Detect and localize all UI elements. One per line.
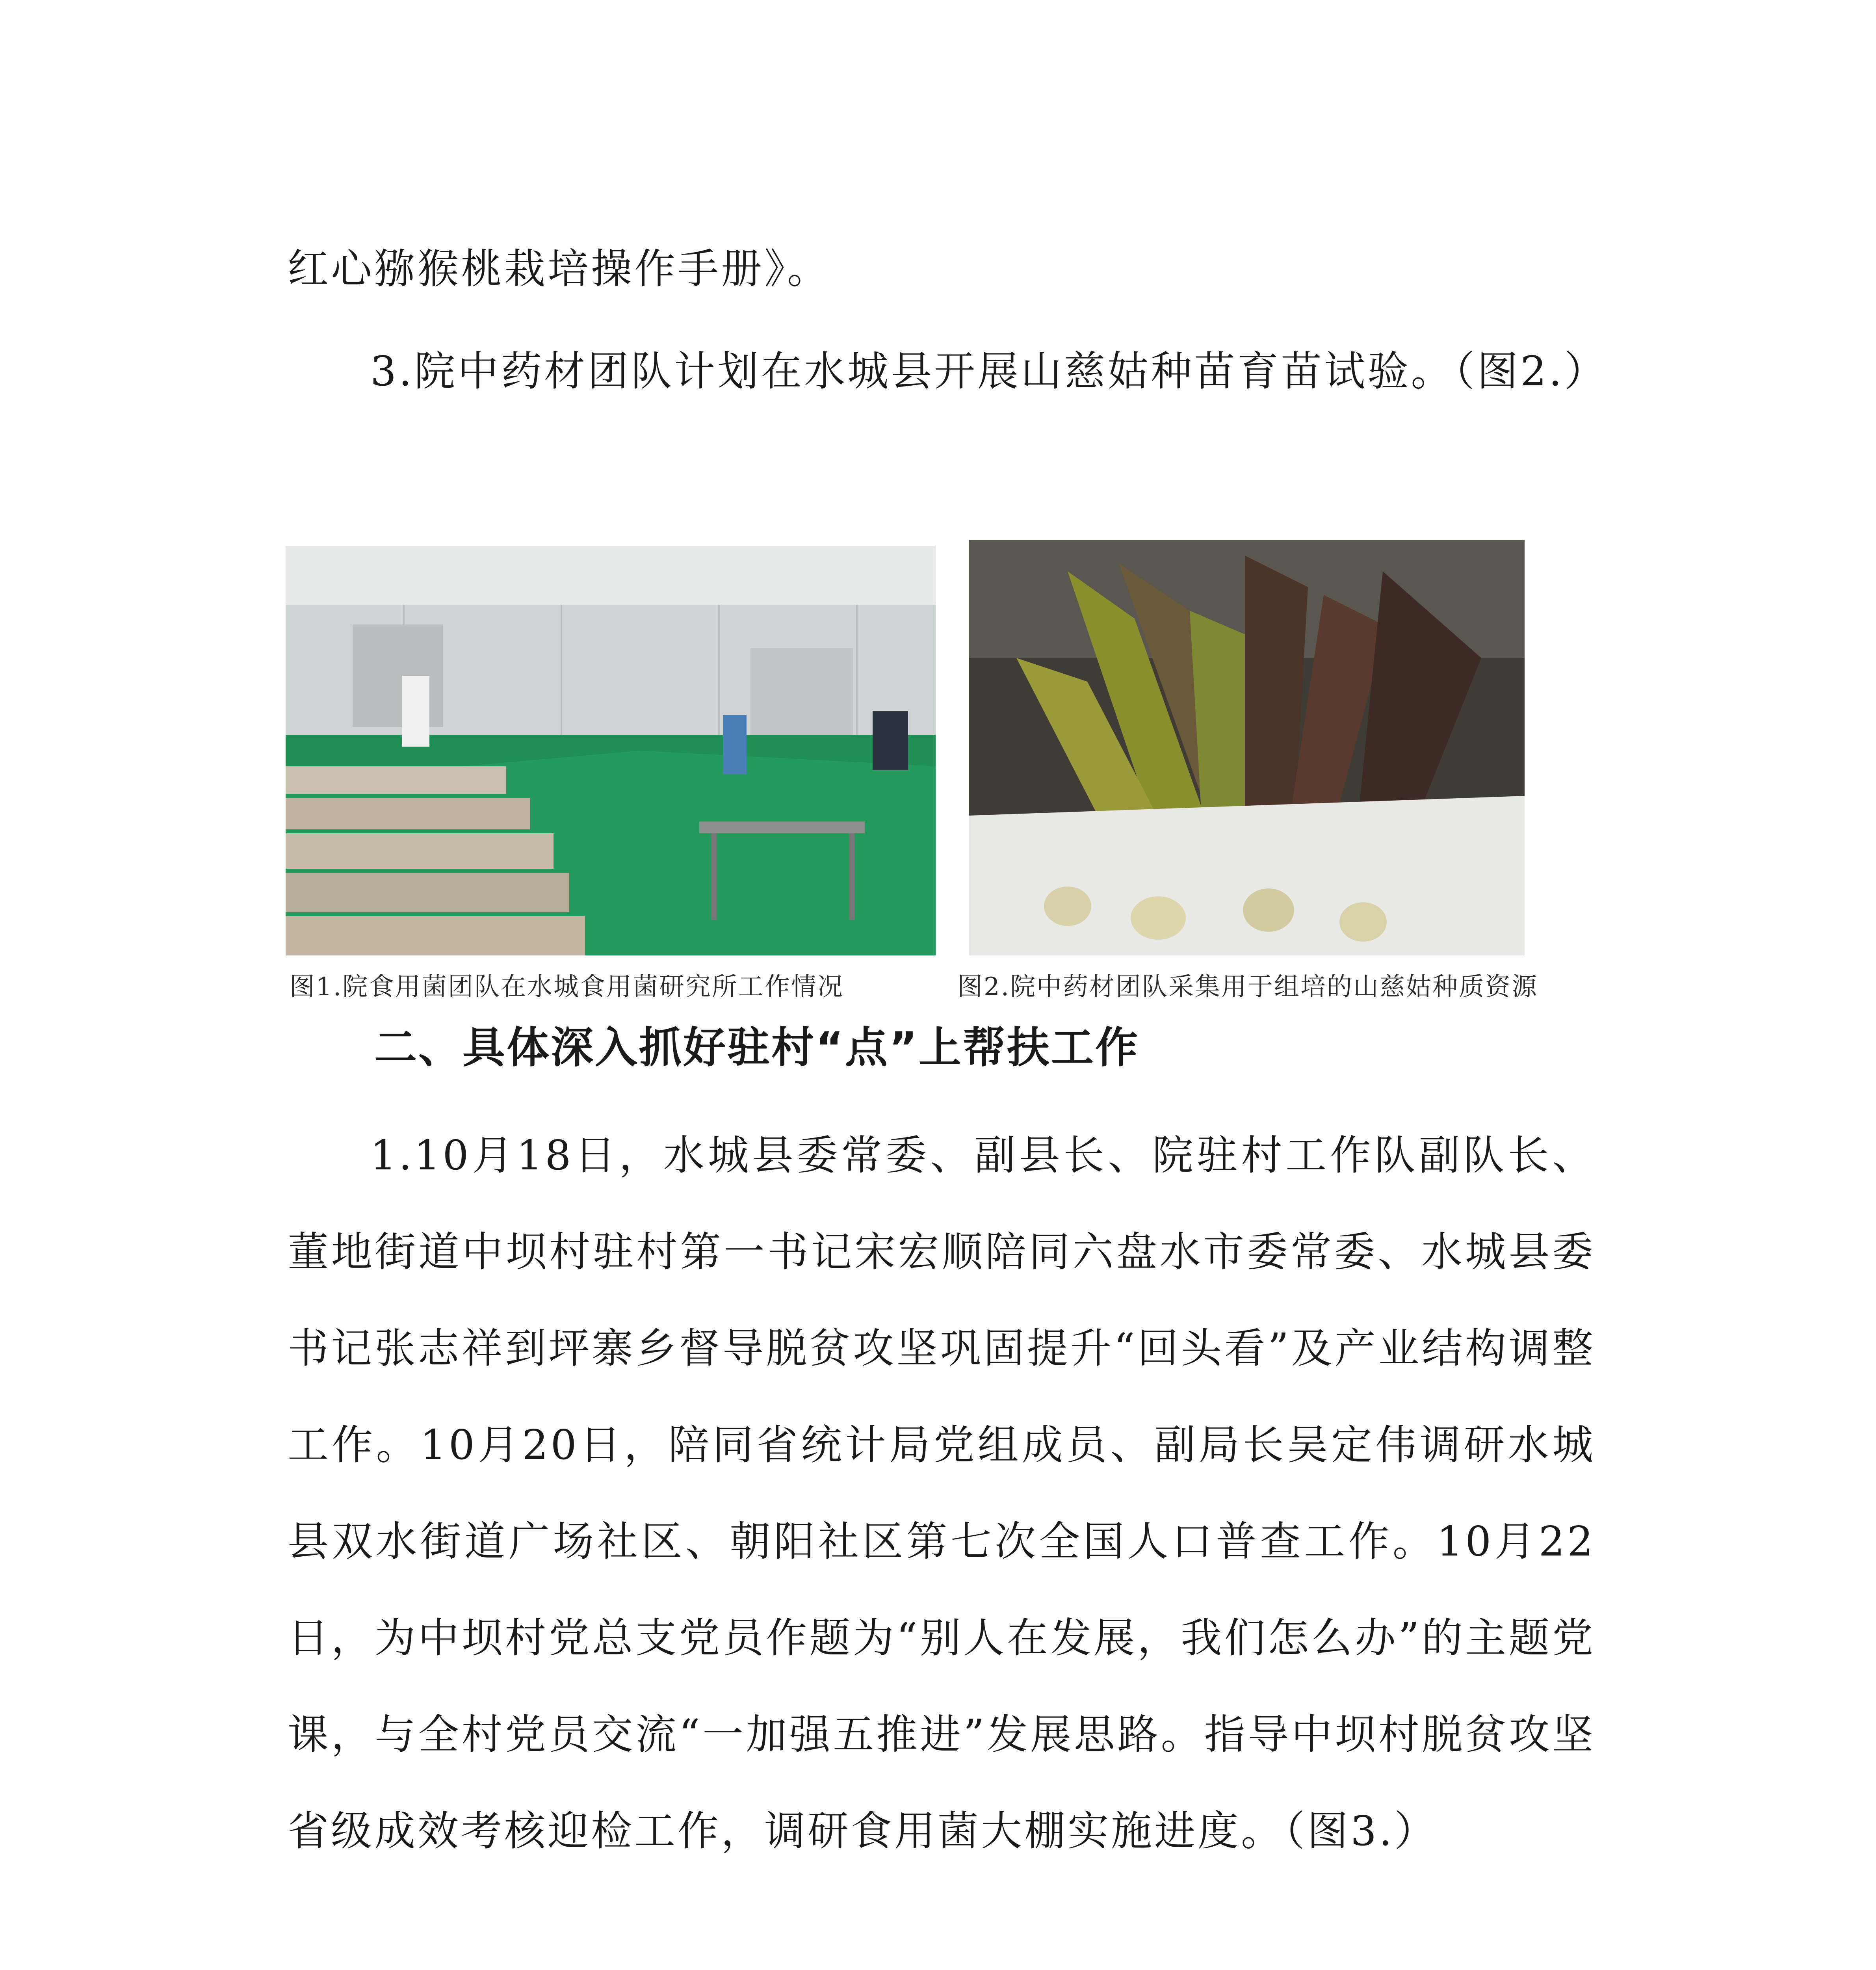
section-heading: 二、具体深入抓好驻村“点”上帮扶工作 bbox=[374, 1023, 1139, 1072]
figure-1-photo bbox=[286, 546, 936, 955]
paragraph-continuation: 红心猕猴桃栽培操作手册》。 bbox=[288, 245, 831, 293]
figure-2-caption: 图2.院中药材团队采集用于组培的山慈姑种质资源 bbox=[957, 972, 1538, 1002]
figure-2-photo bbox=[969, 540, 1525, 955]
paragraph-item-3: 3.院中药材团队计划在水城县开展山慈姑种苗育苗试验。（图2.） bbox=[370, 347, 1608, 395]
paragraph-item-1: 1.10月18日，水城县委常委、副县长、院驻村工作队副队长、董地街道中坝村驻村第一书记宋宏顺陪同六盘水市委常委、水城县委书记张志祥到坪寨乡督导脱贫攻坚巩固提升“回头看”及产业结构调整工作。10月20日，陪同省统计局党组成员、副局长吴定伟调研水城县双水街道广场社区、朝阳社区第七次全国人口普查工作。10月22日，为中坝村党总支党员作题为“别人在发展，我们怎么办”的主题党课，与全村党员交流“一加强五推进”发展思路。指导中坝村脱贫攻坚省级成效考核迎检工作，调研食用菌大棚实施进度。（图3.） bbox=[288, 1131, 1596, 1855]
figure-1-caption: 图1.院食用菌团队在水城食用菌研究所工作情况 bbox=[290, 972, 844, 1002]
